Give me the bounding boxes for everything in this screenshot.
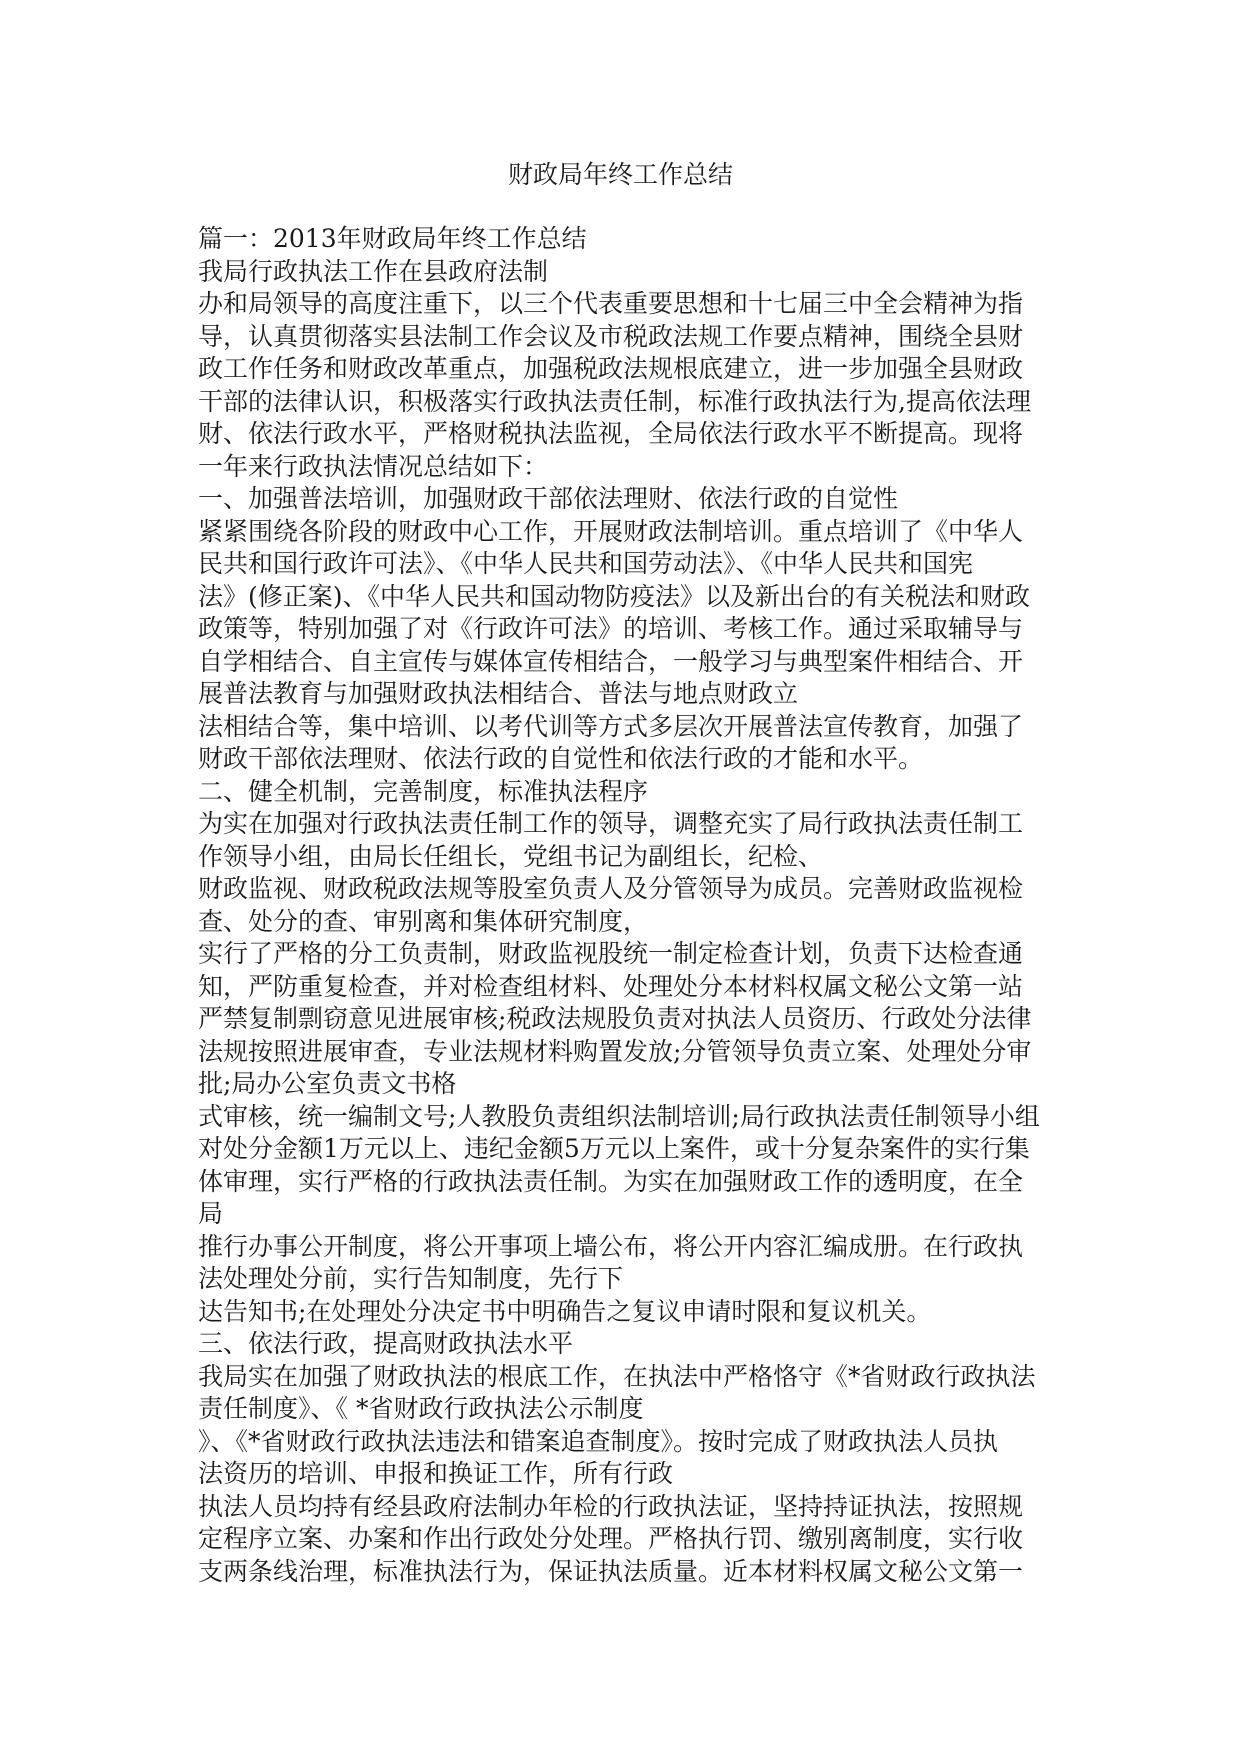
body-line: 为实在加强对行政执法责任制工作的领导，调整充实了局行政执法责任制工 (198, 809, 1024, 838)
body-line: 二、健全机制，完善制度，标准执法程序 (198, 776, 649, 806)
body-line: 一、加强普法培训，加强财政干部依法理财、依法行政的自觉性 (198, 484, 899, 513)
document-title: 财政局年终工作总结 (507, 160, 733, 189)
body-line: 》、《*省财政行政执法违法和错案追查制度》。按时完成了财政执法人员执 (198, 1426, 999, 1456)
body-line: 三、依法行政，提高财政执法水平 (198, 1329, 574, 1358)
body-line: 支两条线治理，标准执法行为，保证执法质量。近本材料权属文秘公文第一 (198, 1556, 1024, 1586)
body-line: 法》(修正案)、《中华人民共和国动物防疫法》以及新出台的有关税法和财政 (198, 581, 1031, 611)
body-line: 查、处分的查、审别离和集体研究制度， (198, 906, 649, 936)
body-line: 自学相结合、自主宣传与媒体宣传相结合，一般学习与典型案件相结合、开 (198, 646, 1024, 676)
body-line: 紧紧围绕各阶段的财政中心工作，开展财政法制培训。重点培训了《中华人 (198, 516, 1024, 546)
body-line: 财政监视、财政税政法规等股室负责人及分管领导为成员。完善财政监视检 (198, 874, 1024, 903)
body-line: 财政干部依法理财、依法行政的自觉性和依法行政的才能和水平。 (198, 744, 924, 773)
body-line: 我局行政执法工作在县政府法制 (198, 256, 549, 286)
body-line: 篇一：2013年财政局年终工作总结 (198, 224, 587, 253)
body-line: 干部的法律认识，积极落实行政执法责任制，标准行政执法行为,提高依法理 (198, 386, 1031, 416)
document-body (198, 223, 1038, 1588)
body-line: 体审理，实行严格的行政执法责任制。为实在加强财政工作的透明度，在全 (198, 1166, 1024, 1196)
body-line: 一年来行政执法情况总结如下： (198, 451, 549, 481)
body-line: 知，严防重复检查，并对检查组材料、处理处分本材料权属文秘公文第一站 (198, 971, 1024, 1001)
body-line: 法处理处分前，实行告知制度，先行下 (198, 1264, 624, 1293)
body-line: 展普法教育与加强财政执法相结合、普法与地点财政立 (198, 679, 799, 708)
body-line: 实行了严格的分工负责制，财政监视股统一制定检查计划，负责下达检查通 (198, 939, 1024, 968)
body-line: 局 (198, 1199, 224, 1228)
body-line: 批;局办公室负责文书格 (198, 1069, 457, 1098)
body-line: 法规按照进展审查，专业法规材料购置发放;分管领导负责立案、处理处分审 (198, 1036, 1032, 1066)
body-line: 定程序立案、办案和作出行政处分处理。严格执行罚、缴别离制度，实行收 (198, 1524, 1024, 1553)
body-line: 民共和国行政许可法》、《中华人民共和国劳动法》、《中华人民共和国宪 (198, 549, 974, 578)
body-line: 财、依法行政水平，严格财税执法监视，全局依法行政水平不断提高。现将 (198, 419, 1024, 448)
body-line: 执法人员均持有经县政府法制办年检的行政执法证，坚持持证执法，按照规 (198, 1491, 1024, 1521)
body-line: 严禁复制剽窃意见进展审核;税政法规股负责对执法人员资历、行政处分法律 (198, 1004, 1032, 1033)
body-line: 作领导小组，由局长任组长，党组书记为副组长，纪检、 (198, 841, 824, 871)
body-line: 法相结合等，集中培训、以考代训等方式多层次开展普法宣传教育，加强了 (198, 711, 1024, 741)
body-line: 导，认真贯彻落实县法制工作会议及市税政法规工作要点精神，围绕全县财 (198, 321, 1024, 351)
body-line: 我局实在加强了财政执法的根底工作，在执法中严格恪守《*省财政行政执法 (198, 1361, 1036, 1391)
body-line: 办和局领导的高度注重下，以三个代表重要思想和十七届三中全会精神为指 (198, 289, 1024, 318)
body-line: 对处分金额1万元以上、违纪金额5万元以上案件，或十分复杂案件的实行集 (198, 1134, 1030, 1163)
body-line: 责任制度》、《 *省财政行政执法公示制度 (198, 1394, 644, 1423)
body-line: 达告知书;在处理处分决定书中明确告之复议申请时限和复议机关。 (198, 1296, 932, 1326)
body-line: 推行办事公开制度，将公开事项上墙公布，将公开内容汇编成册。在行政执 (198, 1231, 1024, 1261)
body-line: 法资历的培训、申报和换证工作，所有行政 (198, 1459, 674, 1488)
body-line: 政策等，特别加强了对《行政许可法》的培训、考核工作。通过采取辅导与 (198, 614, 1024, 643)
body-line: 式审核，统一编制文号;人教股负责组织法制培训;局行政执法责任制领导小组 (198, 1101, 1040, 1131)
body-line: 政工作任务和财政改革重点，加强税政法规根底建立，进一步加强全县财政 (198, 354, 1024, 383)
